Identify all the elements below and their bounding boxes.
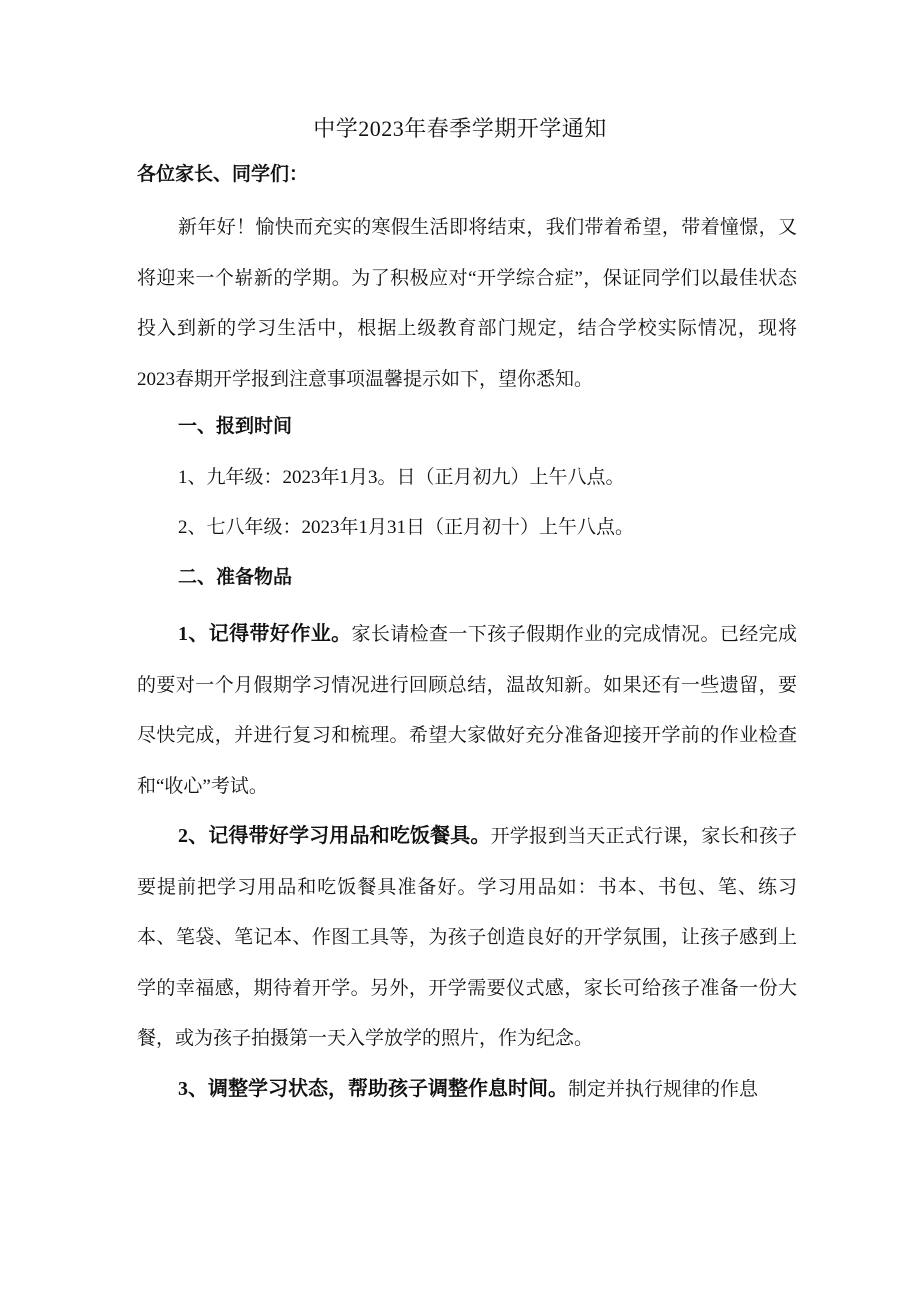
supplies-item-school-supplies-text: 开学报到当天正式行课，家长和孩子要提前把学习用品和吃饭餐具准备好。学习用品如：书本、书包、笔、练习本、笔袋、笔记本、作图工具等，为孩子创造良好的开学氛围，让孩子感到上学的幸福感，期待着开学。另外，开学需要仪式感，家长可给孩子准备一份大餐，或为孩子拍摄第一天入学放学的照片，作为纪念。 [137,826,797,1049]
supplies-item-homework-text: 家长请检查一下孩子假期作业的完成情况。已经完成的要对一个月假期学习情况进行回顾总结，温故知新。如果还有一些遗留，要尽快完成，并进行复习和梳理。希望大家做好充分准备迎接开学前的作业检查和“收心”考试。 [137,624,797,797]
supplies-item-school-supplies [137,811,797,1065]
section-heading-report-time: 一、报到时间 [178,416,293,437]
section-heading-supplies: 二、准备物品 [178,567,293,588]
salutation: 各位家长、同学们： [137,164,309,185]
report-time-item-grade78: 2、七八年级：2023年1月31日（正月初十）上午八点。 [178,517,635,538]
supplies-item-school-supplies-lead: 2、记得带好学习用品和吃饭餐具。 [178,825,491,847]
document-title: 中学2023年春季学期开学通知 [313,116,607,141]
supplies-item-schedule-lead: 3、调整学习状态，帮助孩子调整作息时间。 [178,1078,568,1100]
report-time-item-grade9: 1、九年级：2023年1月3。日（正月初九）上午八点。 [178,467,625,488]
supplies-item-schedule [137,1064,797,1116]
supplies-item-schedule-text: 制定并执行规律的作息 [568,1079,759,1100]
supplies-item-homework-lead: 1、记得带好作业。 [178,623,352,645]
supplies-item-homework [137,609,797,812]
intro-paragraph: 新年好！愉快而充实的寒假生活即将结束，我们带着希望，带着憧憬，又将迎来一个崭新的学期。为了积极应对“开学综合症”，保证同学们以最佳状态投入到新的学习生活中，根据上级教育部门规定，结合学校实际情况，现将2023春期开学报到注意事项温馨提示如下，望你悉知。 [137,217,797,390]
